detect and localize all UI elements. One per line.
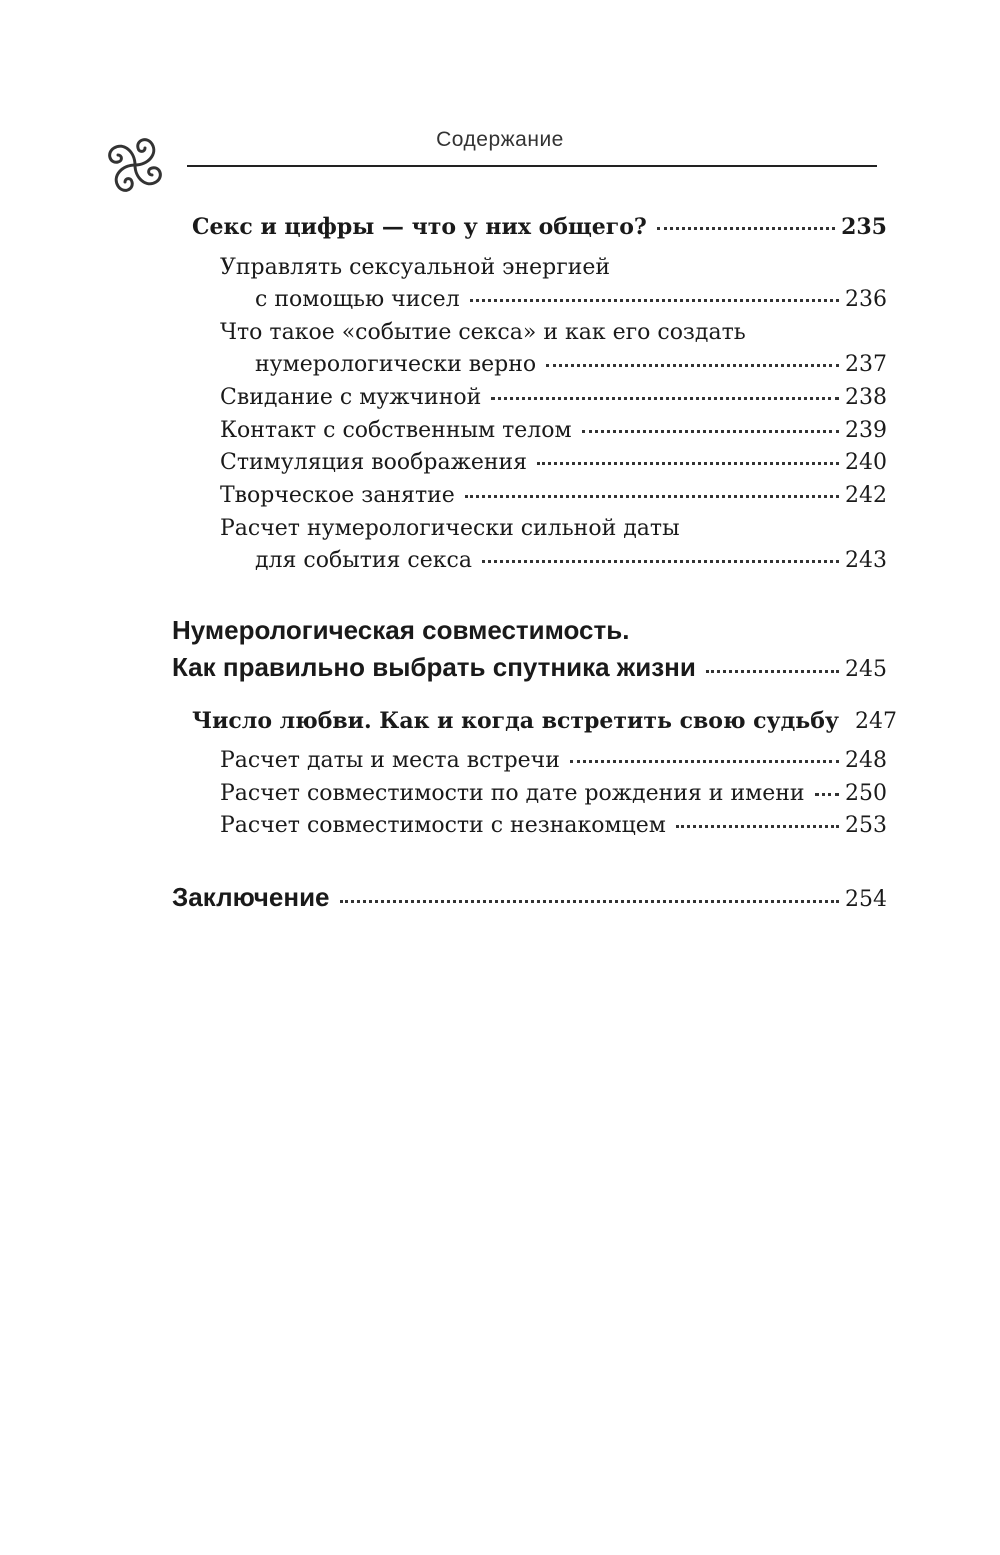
leader-dots xyxy=(546,364,839,367)
toc-entry-title: Контакт с собственным телом xyxy=(220,418,572,443)
leader-dots xyxy=(815,793,839,796)
leader-dots xyxy=(465,495,839,498)
toc-entry-page: 248 xyxy=(845,748,887,773)
toc-entry-title: Число любви. Как и когда встретить свою судьбу xyxy=(192,708,839,734)
leader-dots xyxy=(582,430,839,433)
toc-entry-title: Управлять сексуальной энергией xyxy=(220,255,611,280)
toc-entry-title: Заключение xyxy=(172,882,330,912)
toc-entry-title: Расчет совместимости с незнакомцем xyxy=(220,813,666,838)
leader-dots xyxy=(482,560,839,563)
toc-entry-title: Стимуляция воображения xyxy=(220,450,528,475)
toc-entry-title: Как правильно выбрать спутника жизни xyxy=(172,652,696,682)
toc-entry xyxy=(255,287,887,312)
toc-entry-page: 235 xyxy=(841,214,887,240)
leader-dots xyxy=(537,462,839,465)
toc-entry-page: 242 xyxy=(845,483,887,508)
toc-section-title: Нумерологическая совместимость. xyxy=(172,615,630,645)
toc-entry xyxy=(220,781,887,806)
toc-entry xyxy=(192,214,887,240)
toc-entry-title: Творческое занятие xyxy=(220,483,455,508)
page-header-title: Содержание xyxy=(436,128,564,151)
toc-entry-title: Свидание с мужчиной xyxy=(220,385,482,410)
leader-dots xyxy=(706,670,839,673)
toc-entry-page: 236 xyxy=(845,287,887,312)
toc-entry xyxy=(220,385,887,410)
leader-dots xyxy=(676,825,839,828)
toc-entry xyxy=(255,352,887,377)
toc-entry-page: 247 xyxy=(855,709,897,734)
toc-entry-title: Что такое «событие секса» и как его создать xyxy=(220,320,746,345)
toc-entry-page: 253 xyxy=(845,813,887,838)
toc-entry-title: Расчет нумерологически сильной даты xyxy=(220,516,680,541)
toc-entry-page: 243 xyxy=(845,548,887,573)
toc-section-entry xyxy=(172,652,887,683)
leader-dots xyxy=(491,397,839,400)
toc-entry xyxy=(220,450,887,475)
toc-entry-title: Расчет совместимости по дате рождения и имени xyxy=(220,781,805,806)
toc-entry-page: 250 xyxy=(845,781,887,806)
toc-entry-page: 239 xyxy=(845,418,887,443)
toc-entry-title: для события секса xyxy=(255,548,472,573)
toc-entry-title: Расчет даты и места встречи xyxy=(220,748,560,773)
leader-dots xyxy=(340,900,839,903)
toc-entry xyxy=(220,813,887,838)
toc-entry xyxy=(220,748,887,773)
toc-entry-title: Секс и цифры — что у них общего? xyxy=(192,214,647,240)
toc-entry-title: с помощью чисел xyxy=(255,287,460,312)
leader-dots xyxy=(470,299,839,302)
toc-entry-page: 245 xyxy=(845,657,887,682)
leader-dots xyxy=(570,760,839,763)
leader-dots xyxy=(657,227,835,230)
toc-entry-page: 254 xyxy=(845,887,887,912)
toc-entry-title: нумерологически верно xyxy=(255,352,537,377)
toc-entry-page: 240 xyxy=(845,450,887,475)
toc-entry xyxy=(220,418,887,443)
toc-entry xyxy=(220,483,887,508)
toc-entry xyxy=(192,708,897,734)
toc-section-entry xyxy=(172,882,887,913)
toc-entry-page: 237 xyxy=(845,352,887,377)
toc-entry xyxy=(255,548,887,573)
toc-entry-page: 238 xyxy=(845,385,887,410)
